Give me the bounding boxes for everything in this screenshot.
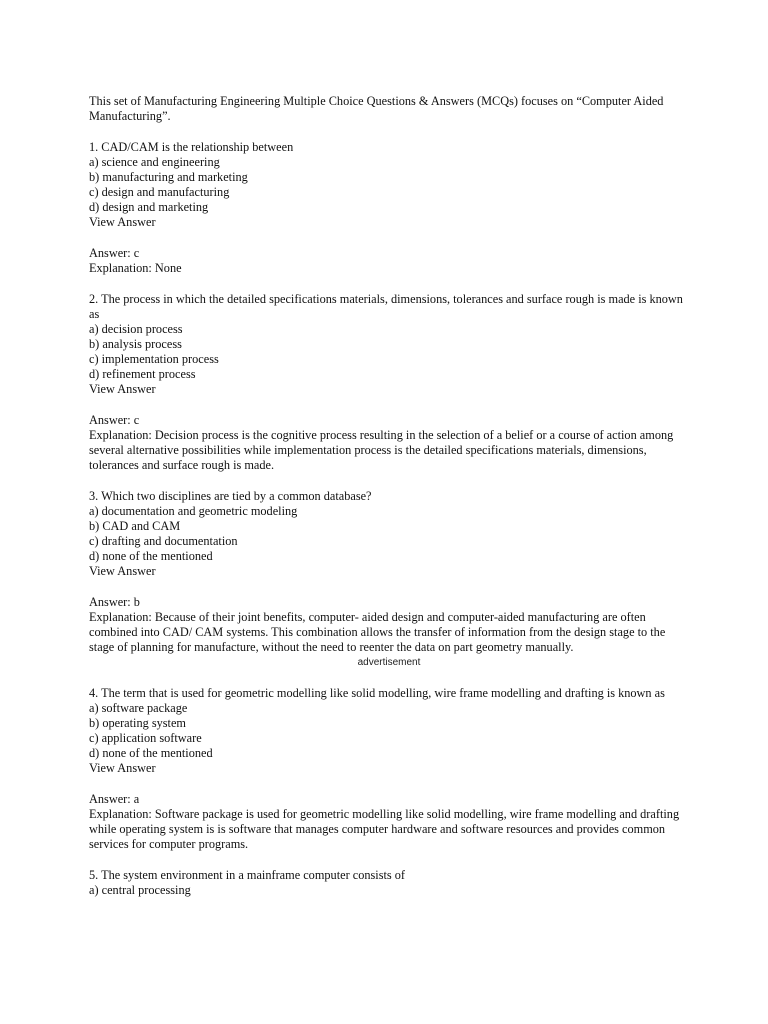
question-text: 2. The process in which the detailed specifications materials, dimensions, tolerances and surface rough is made is known as — [89, 292, 687, 321]
option-a: a) central processing — [89, 883, 191, 897]
view-answer-link[interactable]: View Answer — [89, 564, 156, 578]
advertisement-label: advertisement — [357, 657, 421, 668]
option-d: d) refinement process — [89, 367, 196, 381]
answer-text: Answer: c — [89, 413, 140, 427]
option-c: c) implementation process — [89, 352, 219, 366]
answer-block — [89, 595, 689, 670]
explanation-text: Explanation: Software package is used for geometric modelling like solid modelling, wire frame modelling and drafting while operating system is is software that manages computer hardware and software resources and provides common services for computer programs. — [89, 807, 683, 851]
option-a: a) software package — [89, 701, 188, 715]
option-c: c) drafting and documentation — [89, 534, 238, 548]
option-b: b) manufacturing and marketing — [89, 170, 248, 184]
explanation-text: Explanation: None — [89, 261, 182, 275]
option-d: d) design and marketing — [89, 200, 209, 214]
option-a: a) documentation and geometric modeling — [89, 504, 298, 518]
question-block — [89, 292, 689, 397]
option-c: c) design and manufacturing — [89, 185, 230, 199]
answer-text: Answer: a — [89, 792, 140, 806]
option-a: a) science and engineering — [89, 155, 220, 169]
answer-text: Answer: b — [89, 595, 140, 609]
document-content — [89, 94, 689, 914]
option-c: c) application software — [89, 731, 202, 745]
question-block — [89, 140, 689, 230]
question-block — [89, 686, 689, 776]
answer-block — [89, 413, 689, 473]
question-block — [89, 868, 689, 898]
view-answer-link[interactable]: View Answer — [89, 215, 156, 229]
option-a: a) decision process — [89, 322, 183, 336]
answer-block — [89, 246, 689, 276]
question-text: 1. CAD/CAM is the relationship between — [89, 140, 294, 154]
option-d: d) none of the mentioned — [89, 549, 213, 563]
question-block — [89, 489, 689, 579]
explanation-text: Explanation: Decision process is the cognitive process resulting in the selection of a belief or a course of action among several alternative possibilities while implementation process is the detailed specifications materials, dimensions, tolerances and surface rough is made. — [89, 428, 677, 472]
answer-block — [89, 792, 689, 852]
explanation-text: Explanation: Because of their joint benefits, computer- aided design and computer-aided manufacturing are often combined into CAD/ CAM systems. This combination allows the transfer of information from the design stage to the stage of planning for manufacture, without the need to reenter the data on part geometry manually. — [89, 610, 669, 654]
question-text: 4. The term that is used for geometric modelling like solid modelling, wire frame modelling and drafting is known as — [89, 686, 665, 700]
question-text: 5. The system environment in a mainframe computer consists of — [89, 868, 406, 882]
view-answer-link[interactable]: View Answer — [89, 382, 156, 396]
intro-text: This set of Manufacturing Engineering Multiple Choice Questions & Answers (MCQs) focuses on “Computer Aided Manufacturing”. — [89, 94, 664, 123]
view-answer-link[interactable]: View Answer — [89, 761, 156, 775]
option-b: b) CAD and CAM — [89, 519, 181, 533]
option-b: b) operating system — [89, 716, 186, 730]
option-d: d) none of the mentioned — [89, 746, 213, 760]
answer-text: Answer: c — [89, 246, 140, 260]
question-text: 3. Which two disciplines are tied by a common database? — [89, 489, 372, 503]
option-b: b) analysis process — [89, 337, 182, 351]
